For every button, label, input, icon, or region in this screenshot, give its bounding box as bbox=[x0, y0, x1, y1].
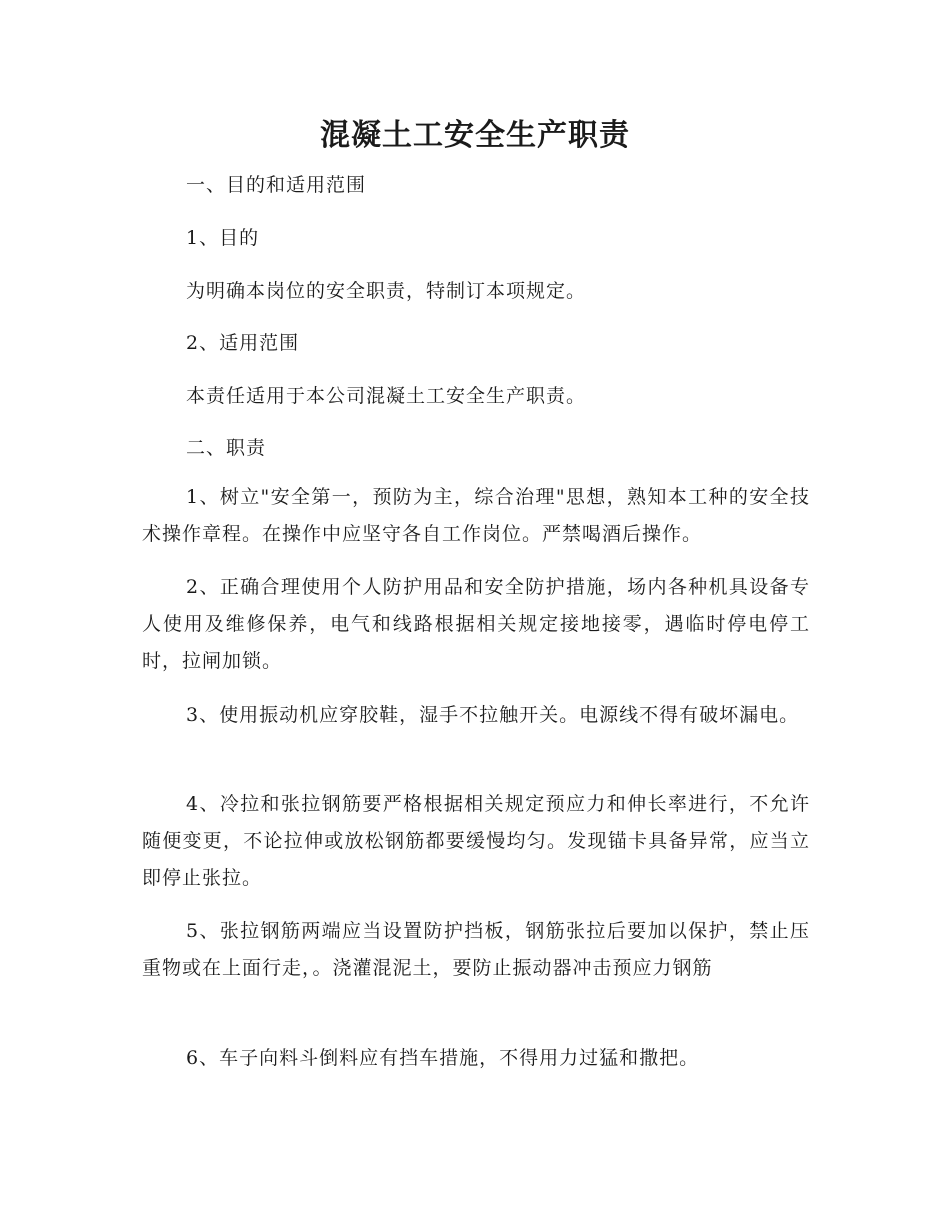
scope-text: 本责任适用于本公司混凝土工安全生产职责。 bbox=[186, 385, 587, 407]
section-heading-duties: 二、职责 bbox=[186, 437, 267, 459]
subheading-purpose: 1、目的 bbox=[186, 227, 260, 249]
duty-paragraph-4: 4、冷拉和张拉钢筋要严格根据相关规定预应力和伸长率进行，不允许随便变更，不论拉伸或放松钢筋都要缓慢均匀。发现锚卡具备异常，应当立即停止张拉。 bbox=[142, 793, 810, 889]
subheading-scope: 2、适用范围 bbox=[186, 332, 300, 354]
document-title: 混凝土工安全生产职责 bbox=[320, 118, 630, 153]
duty-paragraph-6: 6、车子向料斗倒料应有挡车措施，不得用力过猛和撒把。 bbox=[186, 1047, 700, 1069]
duty-paragraph-2: 2、正确合理使用个人防护用品和安全防护措施，场内各种机具设备专人使用及维修保养，电气和线路根据相关规定接地接零，遇临时停电停工时，拉闸加锁。 bbox=[142, 576, 810, 672]
section-heading-purpose-scope: 一、目的和适用范围 bbox=[186, 174, 367, 196]
duty-paragraph-1: 1、树立"安全第一，预防为主，综合治理"思想，熟知本工种的安全技术操作章程。在操作中应坚守各自工作岗位。严禁喝酒后操作。 bbox=[142, 486, 810, 545]
duty-paragraph-5: 5、张拉钢筋两端应当设置防护挡板，钢筋张拉后要加以保护，禁止压重物或在上面行走，。浇灌混泥土，要防止振动器冲击预应力钢筋 bbox=[142, 920, 810, 979]
purpose-text: 为明确本岗位的安全职责，特制订本项规定。 bbox=[186, 280, 587, 302]
duty-paragraph-3: 3、使用振动机应穿胶鞋，湿手不拉触开关。电源线不得有破坏漏电。 bbox=[186, 704, 800, 726]
